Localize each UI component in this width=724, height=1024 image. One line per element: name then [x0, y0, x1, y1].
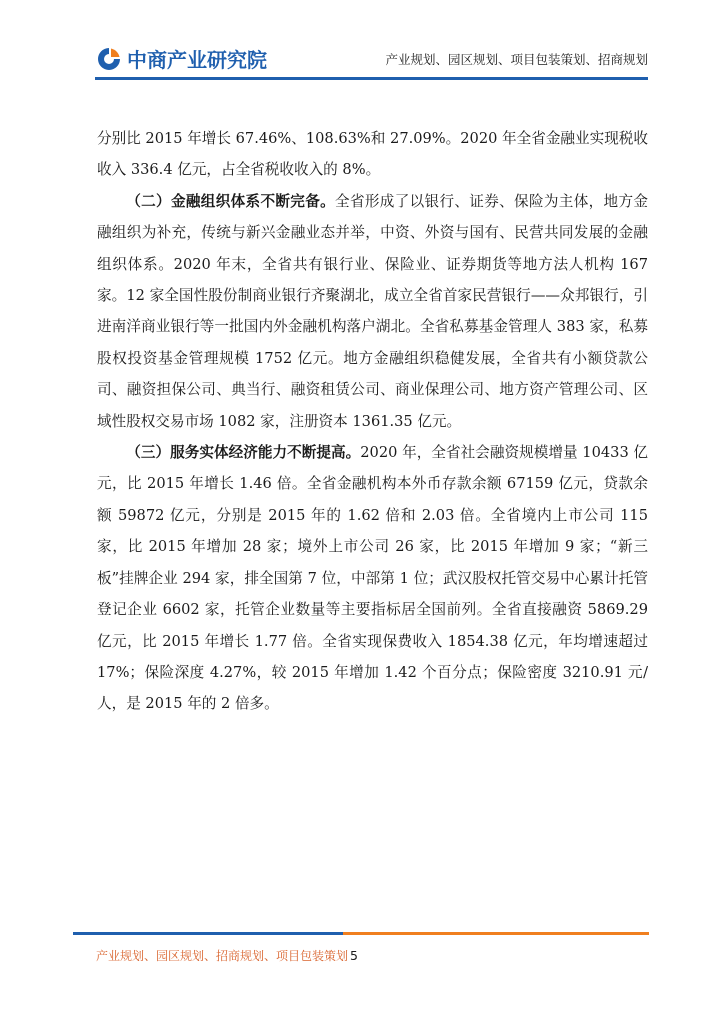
section-heading-2: （二）金融组织体系不断完备。	[126, 192, 336, 210]
logo-text: 中商产业研究院	[127, 48, 267, 72]
footer-divider-blue	[73, 932, 343, 935]
header-tagline: 产业规划、园区规划、项目包装策划、招商规划	[385, 52, 648, 67]
brand-logo	[95, 44, 267, 73]
paragraph-financial-organization	[97, 186, 648, 437]
paragraph-text-2: 全省形成了以银行、证券、保险为主体，地方金融组织为补充，传统与新兴金融业态并举，中资、外资与国有、民营共同发展的金融组织体系。2020 年末，全省共有银行业、保险业、证券期货等地方法人机构 167 家。12 家全国性股份制商业银行齐聚湖北，成立全省首家民营银行——众邦银行，引进南洋商业银行等一批国内外金融机构落户湖北。全省私募基金管理人 383 家，私募股权投资基金管理规模 1752 亿元。地方金融组织稳健发展，全省共有小额贷款公司、融资担保公司、典当行、融资租赁公司、商业保理公司、地方资产管理公司、区域性股权交易市场 1082 家，注册资本 1361.35 亿元。	[97, 192, 648, 430]
section-heading-3: （三）服务实体经济能力不断提高。	[126, 444, 361, 462]
footer	[96, 947, 358, 964]
document-body	[97, 123, 648, 720]
paragraph-continued: 分别比 2015 年增长 67.46%、108.63%和 27.09%。2020 年全省金融业实现税收收入 336.4 亿元，占全省税收收入的 8%。	[97, 130, 648, 179]
header-divider	[95, 77, 648, 80]
footer-tagline: 产业规划、园区规划、招商规划、项目包装策划	[96, 949, 349, 963]
paragraph-real-economy	[97, 437, 648, 720]
logo-icon	[95, 45, 123, 73]
paragraph-text-3: 2020 年，全省社会融资规模增量 10433 亿元，比 2015 年增长 1.46 倍。全省金融机构本外币存款余额 67159 亿元，贷款余额 59872 亿元，分别是 2015 年的 1.62 倍和 2.03 倍。全省境内上市公司 115 家，比 2015 年增加 28 家；境外上市公司 26 家，比 2015 年增加 9 家；“新三板”挂牌企业 294 家，排全国第 7 位，中部第 1 位；武汉股权托管交易中心累计托管登记企业 6602 家，托管企业数量等主要指标居全国前列。全省直接融资 5869.29 亿元，比 2015 年增长 1.77 倍。全省实现保费收入 1854.38 亿元，年均增速超过 17%；保险深度 4.27%，较 2015 年增加 1.42 个百分点；保险密度 3210.91 元/人，是 2015 年的 2 倍多。	[97, 444, 648, 713]
footer-divider-orange	[343, 932, 649, 935]
page-number: 5	[350, 948, 358, 963]
